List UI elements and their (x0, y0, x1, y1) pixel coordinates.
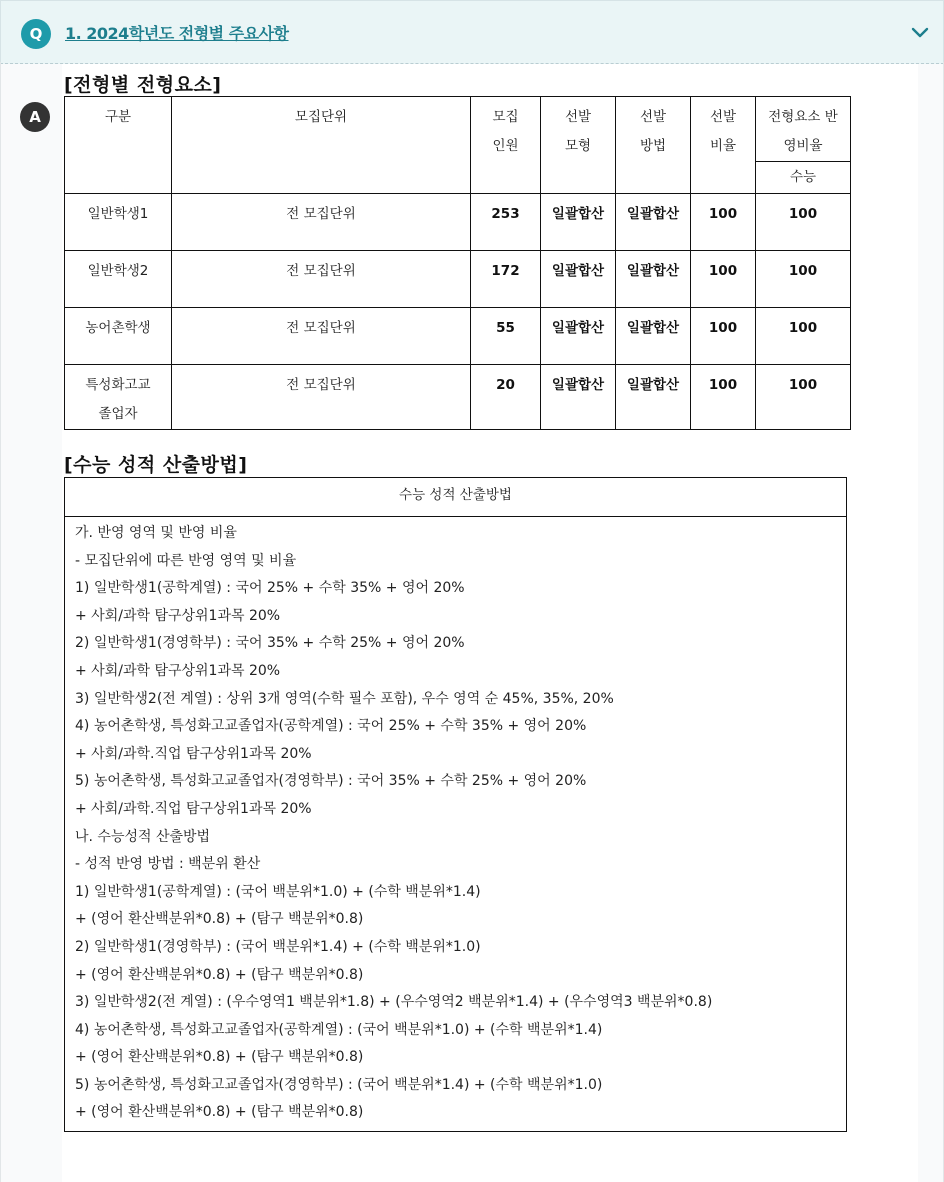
cell-suneung: 100 (756, 365, 851, 430)
method-line: 4) 농어촌학생, 특성화고교졸업자(공학계열) : (국어 백분위*1.0) + (수학 백분위*1.4) (75, 1021, 603, 1038)
cell-method: 일괄합산 (616, 251, 691, 308)
cell-gubun: 특성화고교 졸업자 (65, 365, 172, 430)
method-line: 5) 농어촌학생, 특성화고교졸업자(경영학부) : (국어 백분위*1.4) + (수학 백분위*1.0) (75, 1076, 603, 1093)
method-line: 나. 수능성적 산출방법 (75, 828, 211, 845)
cell-type: 일괄합산 (541, 308, 616, 365)
method-line: - 모집단위에 따른 반영 영역 및 비율 (75, 552, 297, 569)
header-suneung: 수능 (756, 162, 851, 194)
method-line: + (영어 환산백분위*0.8) + (탐구 백분위*0.8) (75, 1049, 364, 1066)
cell-ratio: 100 (691, 251, 756, 308)
cell-unit: 전 모집단위 (172, 365, 471, 430)
method-line: 3) 일반학생2(전 계열) : 상위 3개 영역(수학 필수 포함), 우수 영역 순 45%, 35%, 20% (75, 690, 614, 707)
header-reflect: 전형요소 반 영비율 (756, 97, 851, 162)
method-line: 1) 일반학생1(공학계열) : (국어 백분위*1.0) + (수학 백분위*1.4) (75, 883, 481, 900)
cell-gubun: 일반학생2 (65, 251, 172, 308)
cell-count: 55 (471, 308, 541, 365)
table-row (65, 194, 851, 251)
answer-badge: A (20, 102, 50, 132)
cell-unit: 전 모집단위 (172, 251, 471, 308)
method-line: 4) 농어촌학생, 특성화고교졸업자(공학계열) : 국어 25% + 수학 35% + 영어 20% (75, 718, 587, 735)
cell-suneung: 100 (756, 308, 851, 365)
table-row (65, 365, 851, 430)
cell-count: 172 (471, 251, 541, 308)
cell-suneung: 100 (756, 194, 851, 251)
cell-suneung: 100 (756, 251, 851, 308)
cell-gubun: 일반학생1 (65, 194, 172, 251)
selection-elements-table (64, 96, 851, 430)
panel-left-border (0, 62, 1, 1182)
method-line: + 사회/과학.직업 탐구상위1과목 20% (75, 745, 312, 762)
question-header[interactable] (0, 0, 944, 64)
header-ratio: 선발 비율 (691, 97, 756, 194)
cell-ratio: 100 (691, 308, 756, 365)
suneung-method-box (64, 477, 847, 1132)
suneung-method-header: 수능 성적 산출방법 (65, 478, 846, 517)
method-line: + (영어 환산백분위*0.8) + (탐구 백분위*0.8) (75, 911, 364, 928)
header-unit: 모집단위 (172, 97, 471, 194)
table-row (65, 251, 851, 308)
cell-count: 20 (471, 365, 541, 430)
method-line: 가. 반영 영역 및 반영 비율 (75, 525, 237, 541)
cell-method: 일괄합산 (616, 194, 691, 251)
method-line: 2) 일반학생1(경영학부) : 국어 35% + 수학 25% + 영어 20% (75, 635, 465, 652)
cell-gubun: 농어촌학생 (65, 308, 172, 365)
method-line: + (영어 환산백분위*0.8) + (탐구 백분위*0.8) (75, 1104, 364, 1121)
method-line: 2) 일반학생1(경영학부) : (국어 백분위*1.4) + (수학 백분위*1.0) (75, 938, 481, 955)
method-line: 5) 농어촌학생, 특성화고교졸업자(경영학부) : 국어 35% + 수학 25% + 영어 20% (75, 773, 587, 790)
cell-type: 일괄합산 (541, 194, 616, 251)
cell-count: 253 (471, 194, 541, 251)
section-title-elements: [전형별 전형요소] (64, 74, 222, 96)
method-line: - 성적 반영 방법 : 백분위 환산 (75, 856, 261, 873)
method-line: + (영어 환산백분위*0.8) + (탐구 백분위*0.8) (75, 966, 364, 983)
cell-unit: 전 모집단위 (172, 194, 471, 251)
cell-unit: 전 모집단위 (172, 308, 471, 365)
chevron-down-icon[interactable] (909, 21, 931, 43)
question-title-link[interactable]: 1. 2024학년도 전형별 주요사항 (65, 24, 289, 43)
header-method: 선발 방법 (616, 97, 691, 194)
suneung-method-body (65, 517, 846, 1127)
header-gubun: 구분 (65, 97, 172, 194)
cell-type: 일괄합산 (541, 251, 616, 308)
cell-type: 일괄합산 (541, 365, 616, 430)
cell-method: 일괄합산 (616, 365, 691, 430)
table-row (65, 308, 851, 365)
header-type: 선발 모형 (541, 97, 616, 194)
question-badge: Q (21, 19, 51, 49)
header-count: 모집 인원 (471, 97, 541, 194)
method-line: 1) 일반학생1(공학계열) : 국어 25% + 수학 35% + 영어 20% (75, 580, 465, 597)
method-line: + 사회/과학 탐구상위1과목 20% (75, 607, 281, 624)
cell-method: 일괄합산 (616, 308, 691, 365)
method-line: + 사회/과학 탐구상위1과목 20% (75, 662, 281, 679)
method-line: 3) 일반학생2(전 계열) : (우수영역1 백분위*1.8) + (우수영역2 백분위*1.4) + (우수영역3 백분위*0.8) (75, 994, 713, 1011)
cell-ratio: 100 (691, 194, 756, 251)
section-title-suneung: [수능 성적 산출방법] (64, 454, 248, 476)
method-line: + 사회/과학.직업 탐구상위1과목 20% (75, 800, 312, 817)
cell-ratio: 100 (691, 365, 756, 430)
table-header-row (65, 97, 851, 162)
